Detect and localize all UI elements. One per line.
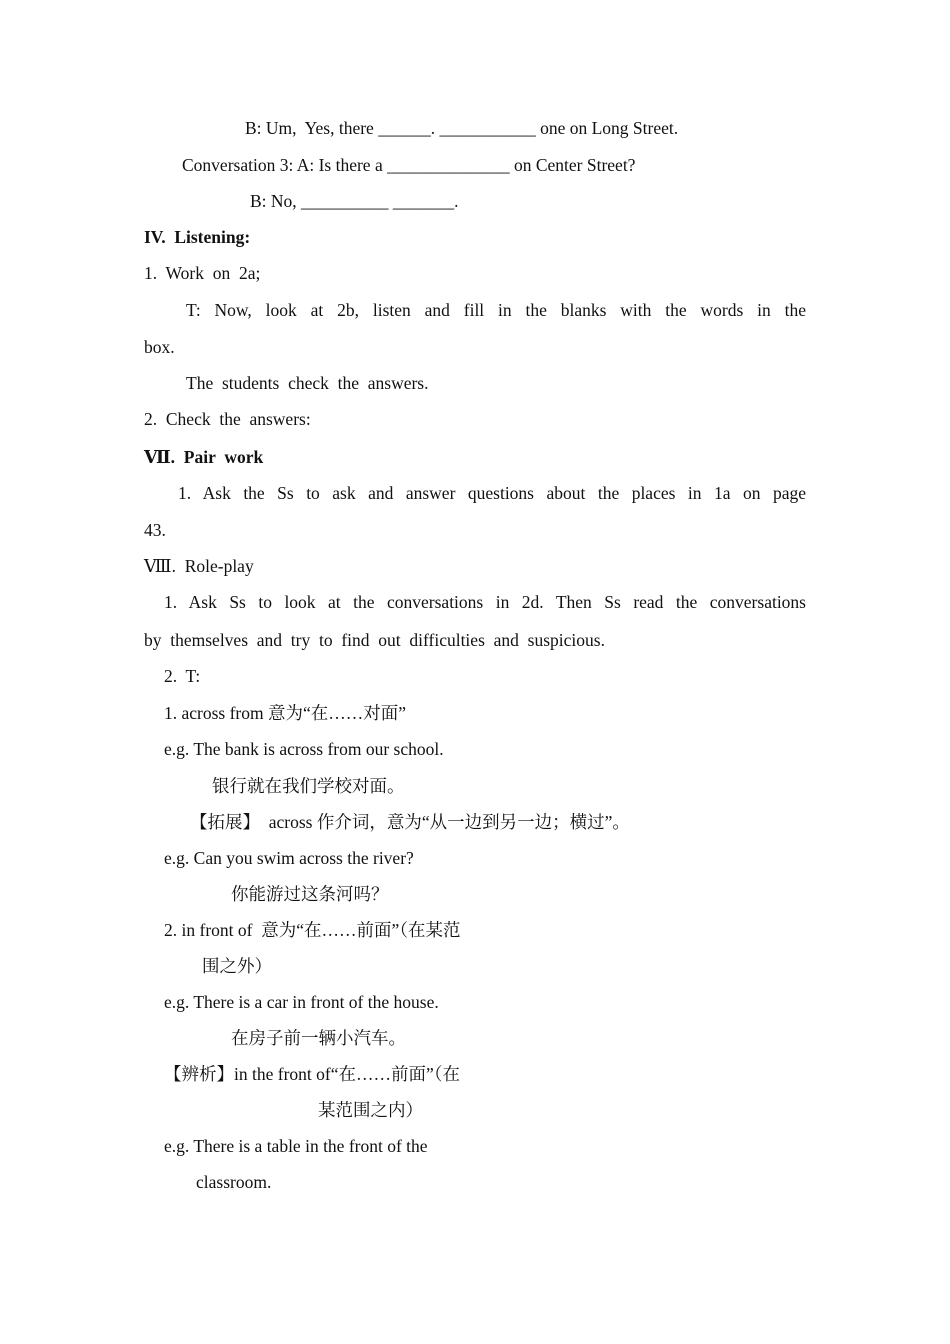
pair-work-step-1-continued: 43. <box>144 520 166 540</box>
note-distinguish-example-continued: classroom. <box>196 1172 272 1192</box>
note-across-from: 1. across from 意为“在……对面” <box>164 703 407 723</box>
listening-step-2: 2. Check the answers: <box>144 409 311 429</box>
note-across-example: e.g. The bank is across from our school. <box>164 739 444 759</box>
role-play-step-1: 1. Ask Ss to look at the conversations in 2d. Then Ss read the conversations <box>164 592 806 612</box>
role-play-heading: Ⅷ. Role-play <box>144 556 254 576</box>
note-in-front-of-translation: 在房子前一辆小汽车。 <box>231 1028 406 1048</box>
note-in-front-of-continued: 围之外） <box>202 956 272 976</box>
pair-work-heading: Ⅶ. Pair work <box>144 447 264 467</box>
role-play-step-2: 2. T: <box>164 666 201 686</box>
note-distinguish-example: e.g. There is a table in the front of the <box>164 1136 428 1156</box>
role-play-step-1-continued: by themselves and try to find out difficulties and suspicious. <box>144 630 605 650</box>
note-across-translation: 银行就在我们学校对面。 <box>212 776 405 796</box>
conversation-3-a-line: Conversation 3: A: Is there a ______________ on Center Street? <box>182 155 636 175</box>
note-distinguish-continued: 某范围之内） <box>318 1100 423 1120</box>
note-extension-translation: 你能游过这条河吗？ <box>231 884 389 904</box>
note-extension: 【拓展】 across 作介词，意为“从一边到另一边；横过”。 <box>190 812 630 832</box>
note-distinguish: 【辨析】in the front of“在……前面”（在 <box>164 1064 460 1084</box>
note-extension-example: e.g. Can you swim across the river? <box>164 848 414 868</box>
listening-teacher-instruction-continued: box. <box>144 337 175 357</box>
pair-work-step-1: 1. Ask the Ss to ask and answer questions about the places in 1a on page <box>178 483 806 503</box>
listening-heading: IV. Listening: <box>144 227 251 247</box>
listening-students-check: The students check the answers. <box>186 373 429 393</box>
note-in-front-of-example: e.g. There is a car in front of the house. <box>164 992 439 1012</box>
listening-step-1: 1. Work on 2a; <box>144 263 261 283</box>
note-in-front-of: 2. in front of 意为“在……前面”（在某范 <box>164 920 461 940</box>
listening-teacher-instruction: T: Now, look at 2b, listen and fill in the blanks with the words in the <box>186 300 806 320</box>
conversation-2-b-line: B: Um, Yes, there ______. ___________ one on Long Street. <box>245 118 679 138</box>
conversation-3-b-line: B: No, __________ _______. <box>250 191 459 211</box>
